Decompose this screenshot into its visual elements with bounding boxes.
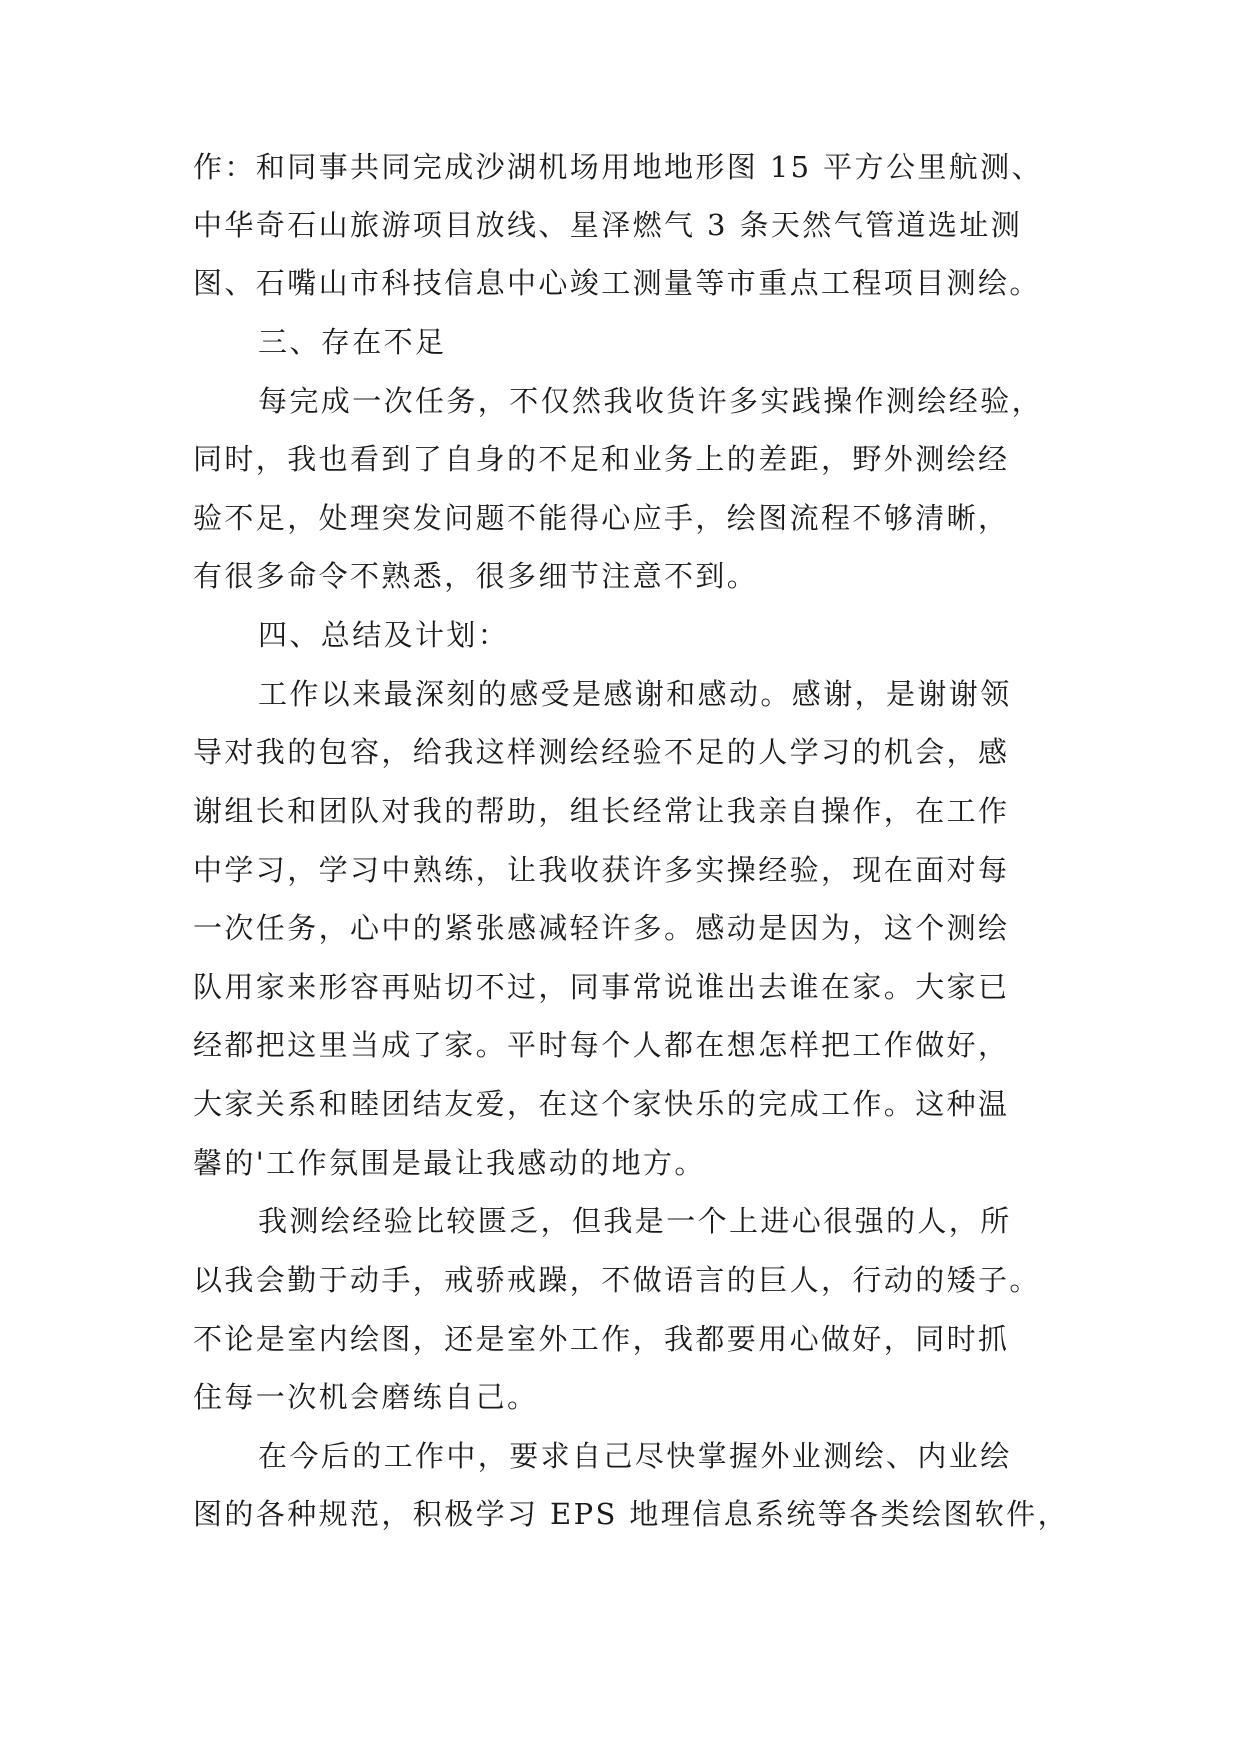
text-line: 中华奇石山旅游项目放线、星泽燃气 3 条天然气管道选址测 (193, 208, 1023, 242)
text-line: 队用家来形容再贴切不过，同事常说谁出去谁在家。大家已 (193, 970, 1010, 1004)
text-line: 馨的'工作氛围是最让我感动的地方。 (193, 1146, 706, 1180)
text-line: 有很多命令不熟悉，很多细节注意不到。 (193, 559, 759, 593)
text-line: 作：和同事共同完成沙湖机场用地地形图 15 平方公里航测、 (193, 150, 1043, 184)
text-line: 经都把这里当成了家。平时每个人都在想怎样把工作做好， (193, 1028, 1010, 1062)
text-line: 图的各种规范，积极学习 EPS 地理信息系统等各类绘图软件， (193, 1497, 1069, 1531)
text-line: 不论是室内绘图，还是室外工作，我都要用心做好，同时抓 (193, 1322, 1010, 1356)
text-line: 一次任务，心中的紧张感减轻许多。感动是因为，这个测绘 (193, 911, 1010, 945)
text-line: 同时，我也看到了自身的不足和业务上的差距，野外测绘经 (193, 442, 1010, 476)
text-line: 住每一次机会磨练自己。 (193, 1380, 539, 1414)
section-heading: 四、总结及计划： (258, 618, 510, 652)
text-line: 图、石嘴山市科技信息中心竣工测量等市重点工程项目测绘。 (193, 266, 1041, 300)
text-line: 中学习，学习中熟练，让我收获许多实操经验，现在面对每 (193, 853, 1010, 887)
text-line: 我测绘经验比较匮乏，但我是一个上进心很强的人，所 (258, 1204, 1012, 1238)
text-line: 以我会勤于动手，戒骄戒躁，不做语言的巨人，行动的矮子。 (193, 1263, 1041, 1297)
text-line: 导对我的包容，给我这样测绘经验不足的人学习的机会，感 (193, 735, 1010, 769)
text-line: 大家关系和睦团结友爱，在这个家快乐的完成工作。这种温 (193, 1087, 1010, 1121)
section-heading: 三、存在不足 (258, 325, 447, 359)
text-line: 在今后的工作中，要求自己尽快掌握外业测绘、内业绘 (258, 1439, 1012, 1473)
text-line: 谢组长和团队对我的帮助，组长经常让我亲自操作，在工作 (193, 794, 1010, 828)
text-line: 验不足，处理突发问题不能得心应手，绘图流程不够清晰， (193, 501, 1010, 535)
text-line: 每完成一次任务，不仅然我收货许多实践操作测绘经验， (258, 384, 1044, 418)
text-line: 工作以来最深刻的感受是感谢和感动。感谢，是谢谢领 (258, 677, 1012, 711)
